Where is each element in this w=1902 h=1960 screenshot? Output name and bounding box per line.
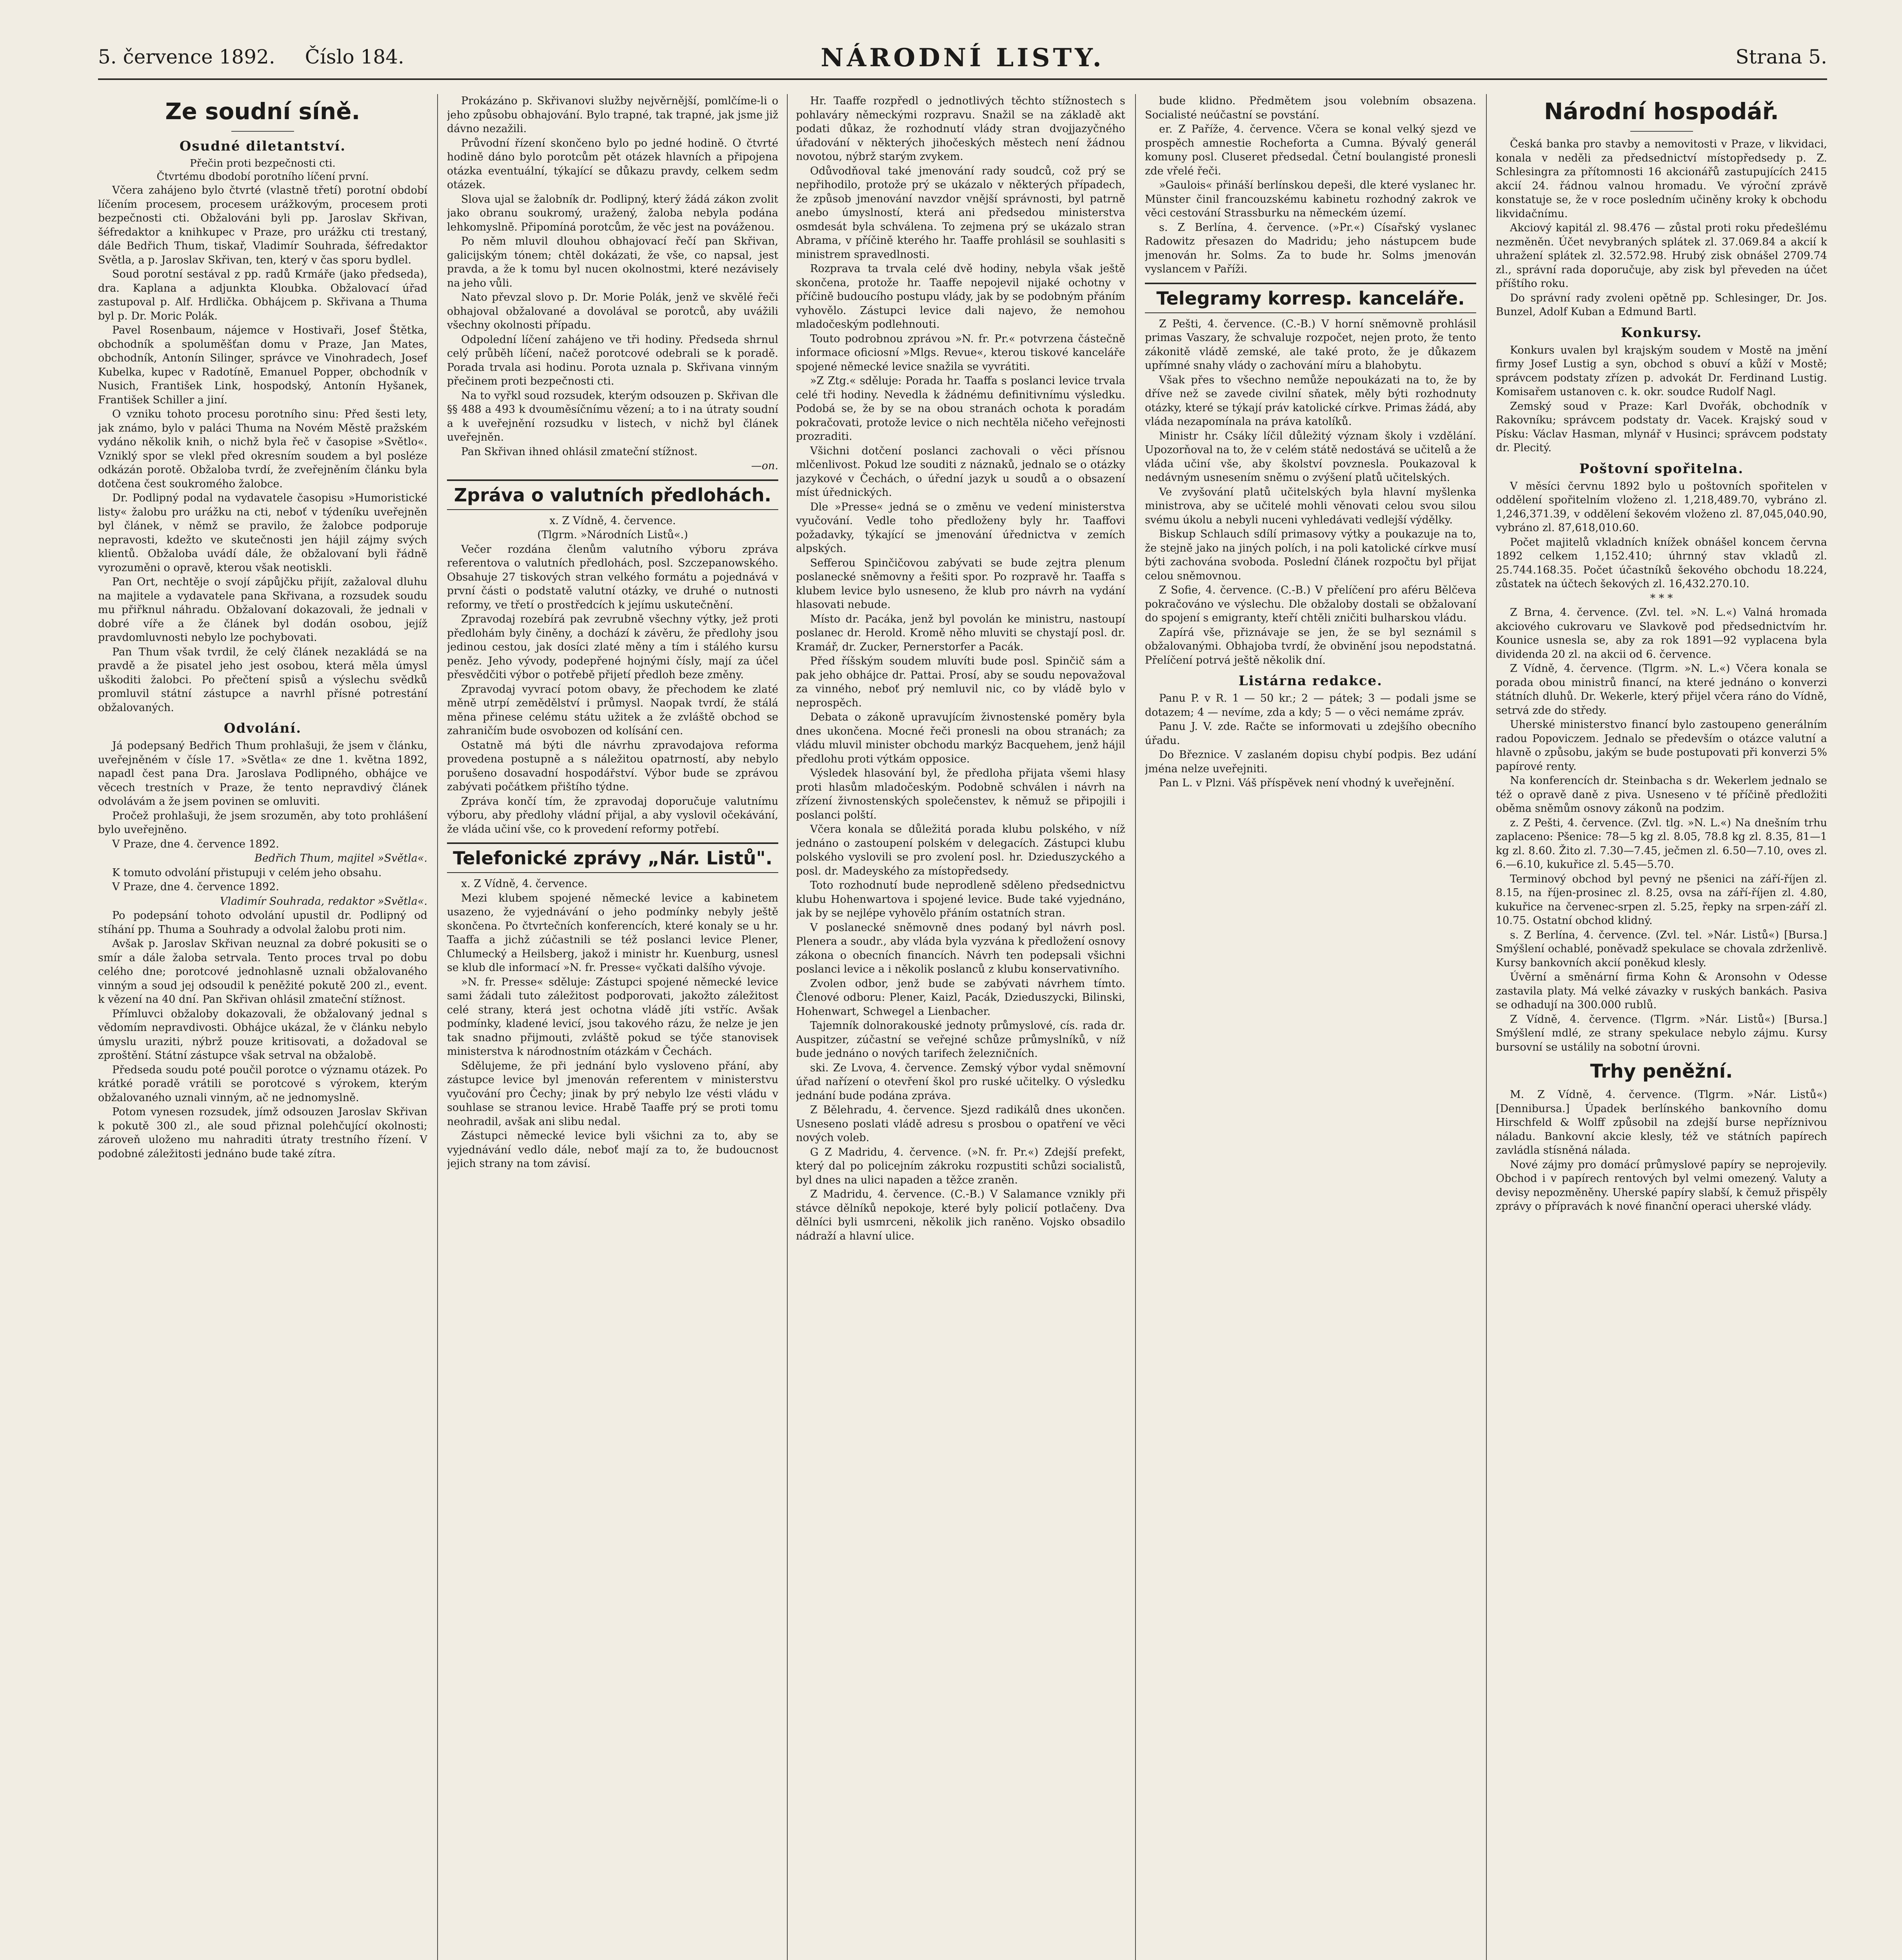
masthead: [98, 39, 1827, 80]
column-1: [98, 94, 427, 1960]
paragraph: V měsíci červnu 1892 bylo u poštovních spořitelen v oddělení spořitelním vloženo zl. 1,218,489.70, vybráno zl. 1,246,371.39, v oddělení šekovém vloženo zl. 87,045,040.90, vybráno zl. 87,618,010.60.: [1496, 480, 1827, 534]
paragraph: Předseda soudu poté poučil porotce o významu otázek. Po krátké poradě vrátili se porotcové s výrokem, kterým obžalovaného uznali vinným, ač ne jednomyslně.: [98, 1063, 427, 1104]
paragraph: Já podepsaný Bedřich Thum prohlašuji, že jsem v článku, uveřejněném v čísle 17. »Světla« ze dne 1. května 1892, napadl čest pana Dra. Jaroslava Podlipného, obhájce ve věcech trestních v Praze, že tento nepravdivý článek odvolávám a že jsem povinen se omluviti.: [98, 740, 427, 808]
paragraph: s. Z Berlína, 4. července. (Zvl. tel. »Nár. Listů«) [Bursa.] Smýšlení ochablé, poněvadž spekulace se chovala zdrženlivě. Kursy bankovních akcií poněkud klesly.: [1496, 929, 1827, 969]
author-mark: —on.: [751, 460, 778, 472]
paragraph: Odpolední líčení zahájeno ve tři hodiny. Předseda shrnul celý průběh líčení, načež porotcové odebrali se k poradě. Porada trvala asi hodinu. Porota uznala p. Skřivana vinným přečinem proti bezpečnosti cti.: [447, 333, 778, 387]
paragraph: Akciový kapitál zl. 98.476 — zůstal proti roku předešlému nezměněn. Účet nevybraných splátek zl. 37.069.84 a akcií k uhražení splátek zl. 32.572.98. Hrubý zisk obnášel 2709.74 zl., správní rada doporučuje, aby zisk byl převeden na účet příštího roku.: [1496, 222, 1827, 290]
section-title: Telefonické zprávy „Nár. Listů".: [447, 842, 778, 873]
paragraph: Přímluvci obžaloby dokazovali, že obžalovaný jednal s vědomím nepravdivosti. Obhájce ukázal, že v článku nebylo úmyslu uraziti, nýbrž pouze kritisovati, a dožadoval se zproštění. Státní zástupce však setrval na obžalobě.: [98, 1007, 427, 1062]
issue-date: 5. července 1892.: [98, 45, 275, 68]
paragraph: Včera zahájeno bylo čtvrté (vlastně třetí) porotní období líčením procesem, procesem urážkovým, procesem proti bezpečnosti cti. Obžalováni byli pp. Jaroslav Skřivan, šéfredaktor a knihkupec v Praze, pro urážku cti trestaný, dále Bedřich Thum, tiskař, Vladimír Souhrada, šéfredaktor Světla, a p. Jaroslav Skřivan, ten, který v čas sporu bydlel.: [98, 184, 427, 266]
section-title: Národní hospodář.: [1544, 98, 1779, 125]
paragraph: Místo dr. Pacáka, jenž byl povolán ke ministru, nastoupí poslanec dr. Herold. Kromě něho mluviti se chystají posl. dr. Kramář, dr. Zucker, Pernerstorfer a Pacák.: [796, 613, 1125, 653]
signature: Vladimír Souhrada, redaktor »Světla«.: [220, 895, 427, 907]
paragraph: Pan Ort, nechtěje o svojí zápůjčku přijít, zažaloval dluhu na majitele a vydavatele pana Skřivana, a rozsudek soudu mu přiřknul náhradu. Obžalovaní dokazovali, že jednali v dobré víře a že článek byl dodán osobou, jejíž pravdomluvnosti nebylo lze pochybovati.: [98, 576, 427, 644]
source-note: (Tlgrm. »Národních Listů«.): [537, 529, 688, 541]
paragraph: Ve zvyšování platů učitelských byla hlavní myšlenka ministrova, aby se učitelé mohli věnovati celou svou silou svému úkolu a nebyli nuceni vyhledávati vedlejší výdělky.: [1145, 486, 1476, 526]
paragraph: Z Brna, 4. července. (Zvl. tel. »N. L.«) Valná hromada akciového cukrovaru ve Slavkově pod předsednictvím hr. Kounice usnesla se, aby za rok 1891—92 vyplacena byla dividenda 20 zl. na akcii od 6. července.: [1496, 606, 1827, 661]
paragraph: V poslanecké sněmovně dnes podaný byl návrh posl. Plenera a soudr., aby vláda byla vyzvána k předložení osnovy zákona o obecních financích. Návrh ten podepsali všichni poslanci levice a i několik poslanců z klubu konservativního.: [796, 921, 1125, 975]
paragraph: Pavel Rosenbaum, nájemce v Hostivaři, Josef Štětka, obchodník a spoluměšťan domu v Praze, Jan Mates, obchodník, Antonín Silinger, správce ve Vinohradech, Josef Kubelka, kupec v Radotíně, Emanuel Popper, obchodník v Nusich, František Link, hospodský, Antonín Hyšanek, František Schiller a jiní.: [98, 324, 427, 406]
dateline: x. Z Vídně, 4. července.: [549, 514, 676, 527]
divider: [231, 131, 294, 132]
paragraph: Touto podrobnou zprávou »N. fr. Pr.« potvrzena částečně informace oficiosní »Mlgs. Revue«, kterou tiskové kanceláře spojené německé levice snažila se vyvrátiti.: [796, 332, 1125, 373]
paragraph: Česká banka pro stavby a nemovitosti v Praze, v likvidaci, konala v neděli za předsednictví místopředsedy p. Z. Schlesingra za přítomnosti 16 akcionářů zastupujících 2415 akcií 24. řádnou valnou hromadu. Ve výroční zprávě konstatuje se, že v roce posledním učiněny kroky k obchodu likvidačnímu.: [1496, 138, 1827, 220]
column-rule: [787, 94, 788, 1960]
paragraph: Zástupci německé levice byli všichni za to, aby se vyjednávání vedlo dále, neboť mají za to, že budoucnost jejich strany na tom závisí.: [447, 1130, 778, 1170]
column-5: [1496, 94, 1827, 1960]
paragraph: Zpravodaj rozebírá pak zevrubně všechny výtky, jež proti předlohám byly činěny, a dochází k závěru, že předlohy jsou jedinou cestou, jak dosíci zlaté měny a tím i stálého kursu peněz. Jeho vývody, podepřené hojnými čísly, mají za účel přesvědčiti výbor o potřebě přijetí předloh beze změny.: [447, 613, 778, 681]
paragraph: Z Sofie, 4. července. (C.-B.) V přelíčení pro aféru Bělčeva pokračováno ve výslechu. Dle obžaloby dostali se obžalovaní do spojení s emigranty, kteří chtěli zničiti bulharskou vládu.: [1145, 584, 1476, 624]
article-subtitle: Přečin proti bezpečnosti cti.: [190, 158, 336, 169]
section-title: Telegramy korresp. kanceláře.: [1145, 283, 1476, 313]
paragraph: Úvěrní a směnární firma Kohn & Aronsohn v Odesse zastavila platy. Má velké závazky v ruských bankách. Pasiva se odhadují na 300.000 rublů.: [1496, 971, 1827, 1011]
paragraph: Ostatně má býti dle návrhu zpravodajova reforma provedena postupně a s náležitou opatrností, aby nebylo porušeno dosavadní hospodářství. Výbor bude se zprávou zabývati počátkem přištího týdne.: [447, 739, 778, 793]
paragraph: Výsledek hlasování byl, že předloha přijata všemi hlasy proti hlasům mladočeským. Podobně schválen i návrh na zřízení živnostenských společenstev, k němuž se připojili i poslanci polští.: [796, 767, 1125, 821]
column-2: [447, 94, 778, 1960]
paragraph: Pan Thum však tvrdil, že celý článek nezakládá se na pravdě a že pisatel jeho jest osobou, která měla úmysl uškoditi žalobci. Po přečtení spisů a výslechu svědků promluvil státní zástupce a navrhl přísné potrestání obžalovaných.: [98, 646, 427, 714]
paragraph: Z Vídně, 4. července. (Tlgrm. »N. L.«) Včera konala se porada obou ministrů financí, na které jednáno o konverzi státních dluhů. Dr. Wekerle, který přijel včera ráno do Vídně, setrvá zde do středy.: [1496, 662, 1827, 717]
paragraph: Potom vynesen rozsudek, jímž odsouzen Jaroslav Skřivan k pokutě 300 zl., ale soud přiznal polehčující okolnosti; zároveň uloženo mu nahraditi útraty trestního řízení. V podobné záležitosti jednáno bude také zítra.: [98, 1106, 427, 1160]
paragraph: Pan L. v Plzni. Váš příspěvek není vhodný k uveřejnění.: [1159, 777, 1455, 789]
column-4: [1145, 94, 1476, 1960]
paragraph: Na konferencích dr. Steinbacha s dr. Wekerlem jednalo se též o opravě daně z piva. Usneseno v té příčině předložiti oběma sněmům osnovy zákonů na podzim.: [1496, 775, 1827, 815]
paragraph: Biskup Schlauch sdílí primasovy výtky a poukazuje na to, že stejně jako na jiných polích, i na poli katolické církve musí býti zachována svoboda. Poslední článek rozpočtu byl přijat celou sněmovnou.: [1145, 528, 1476, 582]
paragraph: Uherské ministerstvo financí bylo zastoupeno generálním radou Popoviczem. Jednalo se především o otázce valutní a hlavně o způsobu, jakým se bude postupovati při konverzi 5% papírové renty.: [1496, 719, 1827, 773]
paragraph: er. Z Paříže, 4. července. Včera se konal velký sjezd ve prospěch amnestie Rocheforta a Cumna. Bývalý generál komuny posl. Cluseret předsedal. Četní boulangisté pronesli zde vřelé řeči.: [1145, 123, 1476, 177]
paragraph: Sefferou Spinčičovou zabývati se bude zejtra plenum poslanecké sněmovny a řešiti spor. Po rozpravě hr. Taaffa s klubem levice bylo usneseno, že klub pro návrh na vydání hlasovati nebude.: [796, 557, 1125, 611]
column-rule: [437, 94, 438, 1960]
paragraph: Zemský soud v Praze: Karl Dvořák, obchodník v Rakovníku; správcem podstaty dr. Vacek. Krajský soud v Písku: Václav Hasman, mlynář v Husinci; správcem podstaty dr. Plecitý.: [1496, 400, 1827, 454]
paragraph: Nové zájmy pro domácí průmyslové papíry se neprojevily. Obchod i v papírech rentových byl velmi omezený. Valuty a devisy nepozměněny. Uherské papíry slabší, k čemuž přispěly zprávy o přípravách k nové finanční operaci uherské vlády.: [1496, 1158, 1827, 1212]
dateline: x. Z Vídně, 4. července.: [461, 878, 588, 890]
paragraph: Konkurs uvalen byl krajským soudem v Mostě na jmění firmy Josef Lustig a syn, obchod s obuví a kůží v Mostě; správcem podstaty zřízen p. advokát Dr. Ferdinand Lustig. Komisařem ustanoven c. k. okr. soudce Rudolf Nagl.: [1496, 344, 1827, 398]
paragraph: Soud porotní sestával z pp. radů Krmáře (jako předseda), dra. Kaplana a adjunkta Kloubka. Obžalovací úřad zastupoval p. Alf. Hrdlička. Obhájcem p. Skřivana a Thuma byl p. Dr. Moric Polák.: [98, 268, 427, 322]
column-rule: [1486, 94, 1487, 1960]
paragraph: Z Vídně, 4. července. (Tlgrm. »Nár. Listů«) [Bursa.] Smýšlení mdlé, ze strany spekulace nebylo zájmu. Kursy bursovní se ustálily na sobotní úrovni.: [1496, 1013, 1827, 1053]
paragraph: Do Březnice. V zaslaném dopisu chybí podpis. Bez udání jména nelze uveřejniti.: [1145, 749, 1476, 775]
section-title: Zpráva o valutních předlohách.: [447, 479, 778, 510]
paragraph: »N. fr. Presse« sděluje: Zástupci spojené německé levice sami žádali tuto záležitost podporovati, jakožto záležitost celé strany, která jest ochotna vládě jíti vstříc. Avšak podmínky, kladené levicí, jsou takového rázu, že nelze je jen tak snadno přijmouti, zvláště pokud se týče stanovisek ministerstva k národnostním otázkám v Čechách.: [447, 976, 778, 1058]
paragraph: O vzniku tohoto procesu porotního sinu: Před šesti lety, jak známo, bylo v paláci Thuma na Novém Městě pražském vydáno několik knih, o nichž byla řeč v časopise »Světlo«. Vzniklý spor se vlekl před okresním soudem a byl posléze odkázán porotě. Obžaloba tvrdí, že zveřejněním článku byla dotčena čest soukromého žalobce.: [98, 408, 427, 490]
paragraph: Panu P. v R. 1 — 50 kr.; 2 — pátek; 3 — podali jsme se dotazem; 4 — nevíme, zda a kdy; 5 — o věci nemáme zpráv.: [1145, 692, 1476, 719]
paragraph: Nato převzal slovo p. Dr. Morie Polák, jenž ve skvělé řeči obhajoval obžalované a dovolával se porotců, aby uvážili všechny okolnosti případu.: [447, 291, 778, 331]
paragraph: Slova ujal se žalobník dr. Podlipný, který žádá zákon zvolit jako obranu soukromý, uražený, žaloba nebyla podána lehkomyslně. Připomíná porotcům, že věc jest na pováženou.: [447, 193, 778, 233]
column-3: [796, 94, 1125, 1960]
paragraph: s. Z Berlína, 4. července. (»Pr.«) Císařský vyslanec Radowitz přesazen do Madridu; jeho nástupcem bude jmenován hr. Solms. Za to bude hr. Solms jmenován vyslancem v Paříži.: [1145, 221, 1476, 275]
paragraph: Z Pešti, 4. července. (C.-B.) V horní sněmovně prohlásil primas Vaszary, že schvaluje rozpočet, nejen proto, že tento zákonitě vládě zemské, ale také proto, že je důkazem upřímné snahy vlády o zachování míru a blahobytu.: [1145, 318, 1476, 372]
paragraph: Počet majitelů vkladních knížek obnášel koncem června 1892 celkem 1,152.410; úhrnný stav vkladů zl. 25.744.168.35. Počet účastníků šekového obchodu 18.224, zůstatek na účtech šekových zl. 16,432.270.10.: [1496, 536, 1827, 590]
paragraph: Zpráva končí tím, že zpravodaj doporučuje valutnímu výboru, aby předlohy vládní přijal, a aby vyslovil očekávání, že vláda učiní vše, co k provedení reformy potřebí.: [447, 795, 778, 835]
paragraph: ski. Ze Lvova, 4. července. Zemský výbor vydal sněmovní úřad nařízení o otevření škol pro ruské učitelky. O výsledku jednání bude podána zpráva.: [796, 1062, 1125, 1102]
column-rule: [1135, 94, 1136, 1960]
dateline: V Praze, dne 4. července 1892.: [112, 838, 279, 850]
article-title: Listárna redakce.: [1238, 673, 1383, 689]
paragraph: Na to vyřkl soud rozsudek, kterým odsouzen p. Skřivan dle §§ 488 a 493 k dvouměsíčnímu vězení; a to i na útraty soudní a k uveřejnění rozsudku v listech, v nichž byl článek uveřejněn.: [447, 389, 778, 443]
paragraph: Pročež prohlašuji, že jsem srozuměn, aby toto prohlášení bylo uveřejněno.: [98, 809, 427, 836]
paragraph: Tajemník dolnorakouské jednoty průmyslové, cís. rada dr. Auspitzer, zúčastní se veřejné schůze průmyslníků, v níž bude jednáno o nových tarifech železničních.: [796, 1020, 1125, 1060]
paragraph: M. Z Vídně, 4. července. (Tlgrm. »Nár. Listů«) [Dennibursa.] Úpadek berlínského bankovního domu Hirschfeld & Wolff způsobil na zdejší burse nepříznivou náladu. Bankovní akcie klesly, též ve státních papírech zavládla stísněná nálada.: [1496, 1089, 1827, 1156]
paragraph: Sdělujeme, že při jednání bylo vysloveno přání, aby zástupce levice byl jmenován referentem v ministerstvu vyučování pro Čechy; jinak by prý nebylo lze vésti vládu v souhlase se stranou levice. Hrabě Taaffe prý se proti tomu neohradil, avšak ani slibu nedal.: [447, 1060, 778, 1128]
article-title: Odvolání.: [223, 720, 302, 736]
paragraph: z. Z Pešti, 4. července. (Zvl. tlg. »N. L.«) Na dnešním trhu zaplaceno: Pšenice: 78—5 kg zl. 8.05, 78.8 kg zl. 8.35, 81—1 kg zl. 8.60. Žito zl. 7.30—7.45, ječmen zl. 6.50—7.10, oves zl. 6.—6.10, kukuřice zl. 5.45—5.70.: [1496, 817, 1827, 871]
paragraph: Po něm mluvil dlouhou obhajovací řečí pan Skřivan, galicijským tónem; chtěl dokázati, že vše, co napsal, jest pravda, a že k tomu byl nucen okolnostmi, které nezávisely na jeho vůli.: [447, 235, 778, 289]
signature: Bedřich Thum, majitel »Světla«.: [254, 852, 427, 864]
section-title: Trhy peněžní.: [1590, 1060, 1733, 1082]
paragraph: Všichni dotčení poslanci zachovali o věci přísnou mlčenlivost. Pokud lze souditi z náznaků, jednalo se o otázky jazykové v Čechách, o úřední jazyk u soudů a o obsazení míst úřednických.: [796, 445, 1125, 499]
paragraph: K tomuto odvolání přistupuji v celém jeho obsahu.: [112, 866, 382, 879]
page-number: Strana 5.: [1735, 45, 1827, 68]
newspaper-title: NÁRODNÍ LISTY.: [821, 43, 1105, 73]
issue-number: Číslo 184.: [305, 45, 404, 68]
article-title: Osudné diletantství.: [179, 138, 346, 154]
paragraph: Večer rozdána členům valutního výboru zpráva referentova o valutních předlohách, posl. Szczepanowského. Obsahuje 27 tiskových stran velkého formátu a pojednává v první části o podstatě valutní otázky, ve druhé o nutnosti reformy, ve třetí o prostředcích k jejímu uskutečnění.: [447, 543, 778, 611]
paragraph: »Gaulois« přináší berlínskou depeši, dle které vyslanec hr. Münster činil francouzskému kabinetu rozhodný zakrok ve věci cestování Strassburku na německém území.: [1145, 179, 1476, 219]
paragraph: Do správní rady zvoleni opětně pp. Schlesinger, Dr. Jos. Bunzel, Adolf Kuban a Edmund Bartl.: [1496, 292, 1827, 318]
paragraph: Zapírá vše, přiznávaje se jen, že se byl seznámil s obžalovanými. Obhajoba tvrdí, že obvinění jsou nepodstatná. Přelíčení potrvá ještě několik dní.: [1145, 626, 1476, 666]
paragraph: Debata o zákoně upravujícím živnostenské poměry byla dnes ukončena. Mocné řeči pronesli na obou stranách; za vládu mluvil minister obchodu markýz Bacquehem, jenž hájil předlohu proti výtkám opposice.: [796, 711, 1125, 765]
paragraph: Průvodní řízení skončeno bylo po jedné hodině. O čtvrté hodině dáno bylo porotcům pět otázek hlavních a připojena otázka eventuální, týkající se důkazu pravdy, celkem sedm otázek.: [447, 137, 778, 191]
paragraph: Dle »Presse« jedná se o změnu ve vedení ministerstva vyučování. Vedle toho předloženy byly hr. Taaffovi požadavky, týkající se jmenování úřednictva v zemích alpských.: [796, 501, 1125, 555]
paragraph: Zvolen odbor, jenž bude se zabývati návrhem tímto. Členové odboru: Plener, Kaizl, Pacák, Dzieduszycki, Bilinski, Hohenwart, Schwegel a Lienbacher.: [796, 977, 1125, 1018]
article-title: Poštovní spořitelna.: [1579, 461, 1744, 477]
paragraph: Před říšským soudem mluvíti bude posl. Spinčič sám a pak jeho obhájce dr. Pattai. Prosí, aby se soudu nepovažoval za vinného, neboť prý nemluvil nic, co by vládě bylo v neprospěch.: [796, 655, 1125, 709]
paragraph: Z Madridu, 4. července. (C.-B.) V Salamance vznikly při stávce dělníků nepokoje, které byly policií potlačeny. Dva dělníci byli usmrceni, několik jich raněno. Vojsko obsadilo nádraží a hlavní ulice.: [796, 1188, 1125, 1242]
paragraph: Včera konala se důležitá porada klubu polského, v níž jednáno o zastoupení polském v delegacích. Zástupci klubu polského vyslovili se pro zvolení posl. hr. Dzieduszyckého a posl. dr. Madeyského za místopředsedy.: [796, 823, 1125, 877]
paragraph: Ministr hr. Csáky líčil důležitý význam školy i vzdělání. Upozorňoval na to, že v celém státě nedostává se učitelů a že vláda učiní vše, aby školství povznesla. Poukazoval k nedávným usnesením sněmu o zvýšení platů učitelských.: [1145, 430, 1476, 484]
paragraph: Mezi klubem spojené německé levice a kabinetem usazeno, že vyjednávání o jeho podmínky nebyly ještě skončena. Po čtvrtečních konferencích, které konaly se u hr. Taaffa a jichž zúčastnili se též poslanci levice Plener, Chlumecký a Heilsberg, jakož i ministr hr. Kuenburg, usnesl se klub dle informací »N. fr. Presse« vyčkati dalšího vývoje.: [447, 892, 778, 974]
paragraph: Prokázáno p. Skřivanovi služby nejvěrnější, pomlčíme-li o jeho způsobu obhajování. Bylo trapné, tak trapné, jak jsme již dávno nezažili.: [447, 95, 778, 135]
paragraph: Avšak p. Jaroslav Skřivan neuznal za dobré pokusiti se o smír a dále žaloba setrvala. Tento proces trval po dobu celého dne; porotcové jednohlasně uznali obžalovaného vinným a soud jej odsoudil k peněžité pokutě 200 zl., event. k vězení na 40 dní. Pan Skřivan ohlásil zmateční stížnost.: [98, 938, 427, 1005]
dateline: V Praze, dne 4. července 1892.: [112, 881, 279, 893]
paragraph: Hr. Taaffe rozpředl o jednotlivých těchto stížnostech s pohlaváry německými rozpravu. Snažil se na základě akt podati důkaz, že rozhodnutí vlády stran dvojjazyčného úřadování v některých jihočeských městech není žádnou novotou, nýbrž starým zvykem.: [796, 95, 1125, 163]
paragraph: Však přes to všechno nemůže nepoukázati na to, že by dříve než se zavede civilní sňatek, měly býti rozhodnuty otázky, které se týkají práv katolické církve. Primas žádá, aby vláda nezapomínala na práva katolíků.: [1145, 374, 1476, 428]
section-title: Ze soudní síně.: [165, 98, 360, 125]
paragraph: »Z Ztg.« sděluje: Porada hr. Taaffa s poslanci levice trvala celé tři hodiny. Nevedla k žádnému definitivnímu výsledku. Podobá se, že by se na obou stranách ochota k poradám pokračovati, protože levice o nich nechtěla ničeho veřejnosti prozraditi.: [796, 375, 1125, 443]
article-title: Konkursy.: [1620, 325, 1702, 341]
divider-stars: * * *: [1650, 592, 1673, 604]
paragraph: bude klidno. Předmětem jsou volebním obsazena. Socialisté neúčastní se povstání.: [1145, 95, 1476, 121]
paragraph: Toto rozhodnutí bude neprodleně sděleno předsednictvu klubu Hohenwartova i spojené levice. Bude také vyjednáno, jak by se nejlépe vyhovělo přáním ostatních stran.: [796, 879, 1125, 919]
article-subtitle: Čtvrtému dbodobí porotního líčení první.: [156, 171, 369, 183]
paragraph: G Z Madridu, 4. července. (»N. fr. Pr.«) Zdejší prefekt, který dal po policejním zákroku rozpustiti schůzi socialistů, byl dnes na ulici napaden a těžce zraněn.: [796, 1146, 1125, 1186]
paragraph: Zpravodaj vyvrací potom obavy, že přechodem ke zlaté měně utrpí zemědělství i průmysl. Naopak tvrdí, že stálá měna přinese celému státu užitek a že zvláště obchod se zahraničím bude osvobozen od kolísání cen.: [447, 683, 778, 737]
paragraph: Panu J. V. zde. Račte se informovati u zdejšího obecního úřadu.: [1145, 720, 1476, 747]
paragraph: Pan Skřivan ihned ohlásil zmateční stížnost.: [461, 445, 698, 458]
paragraph: Rozprava ta trvala celé dvě hodiny, nebyla však ještě skončena, protože hr. Taaffe nepojevil nijaké ochotny v příčině budoucího postupu vlády, jak by se podobným přáním vyhovělo. Zástupci levice dali najevo, že nemohou mladočeským podlehnouti.: [796, 263, 1125, 330]
paragraph: Dr. Podlipný podal na vydavatele časopisu »Humoristické listy« žalobu pro urážku na cti, neboť v týdeníku uveřejněn byl článek, v němž se pravilo, že žalobce podporuje nepravosti, kdežto ve skutečnosti jen hájil zájmy svých klientů. Obžaloba uvádí dále, že obžalovaní byli řádně vyrozuměni o opravě, kterou však neotiskli.: [98, 492, 427, 574]
paragraph: Odůvodňoval také jmenování rady soudců, což prý se nepřihodilo, protože prý se ukázalo v některých případech, že způsob jmenování navzdor vnější správnosti, byl patrně anebo úmyslností, která ani předsedou ministerstva osmdesát byla schválena. To zejmena prý se ukázalo stran Abrama, v příčině kterého hr. Taaffe prohlásil se souhlasiti s ministrem spravedlnosti.: [796, 165, 1125, 261]
paragraph: Terminový obchod byl pevný ne pšenici na září-říjen zl. 8.15, na říjen-prosinec zl. 8.25, ovsa na září-říjen zl. 4.80, kukuřice na červenec-srpen zl. 5.25, řepky na srpen-září zl. 10.75. Ostatní obchod klidný.: [1496, 873, 1827, 927]
paragraph: Po podepsání tohoto odvolání upustil dr. Podlipný od stíhání pp. Thuma a Souhrady a odvolal žalobu proti nim.: [98, 909, 427, 936]
divider: [1630, 131, 1693, 132]
paragraph: Z Bělehradu, 4. července. Sjezd radikálů dnes ukončen. Usneseno poslati vládě adresu s prosbou o opatření ve věci nových voleb.: [796, 1104, 1125, 1144]
